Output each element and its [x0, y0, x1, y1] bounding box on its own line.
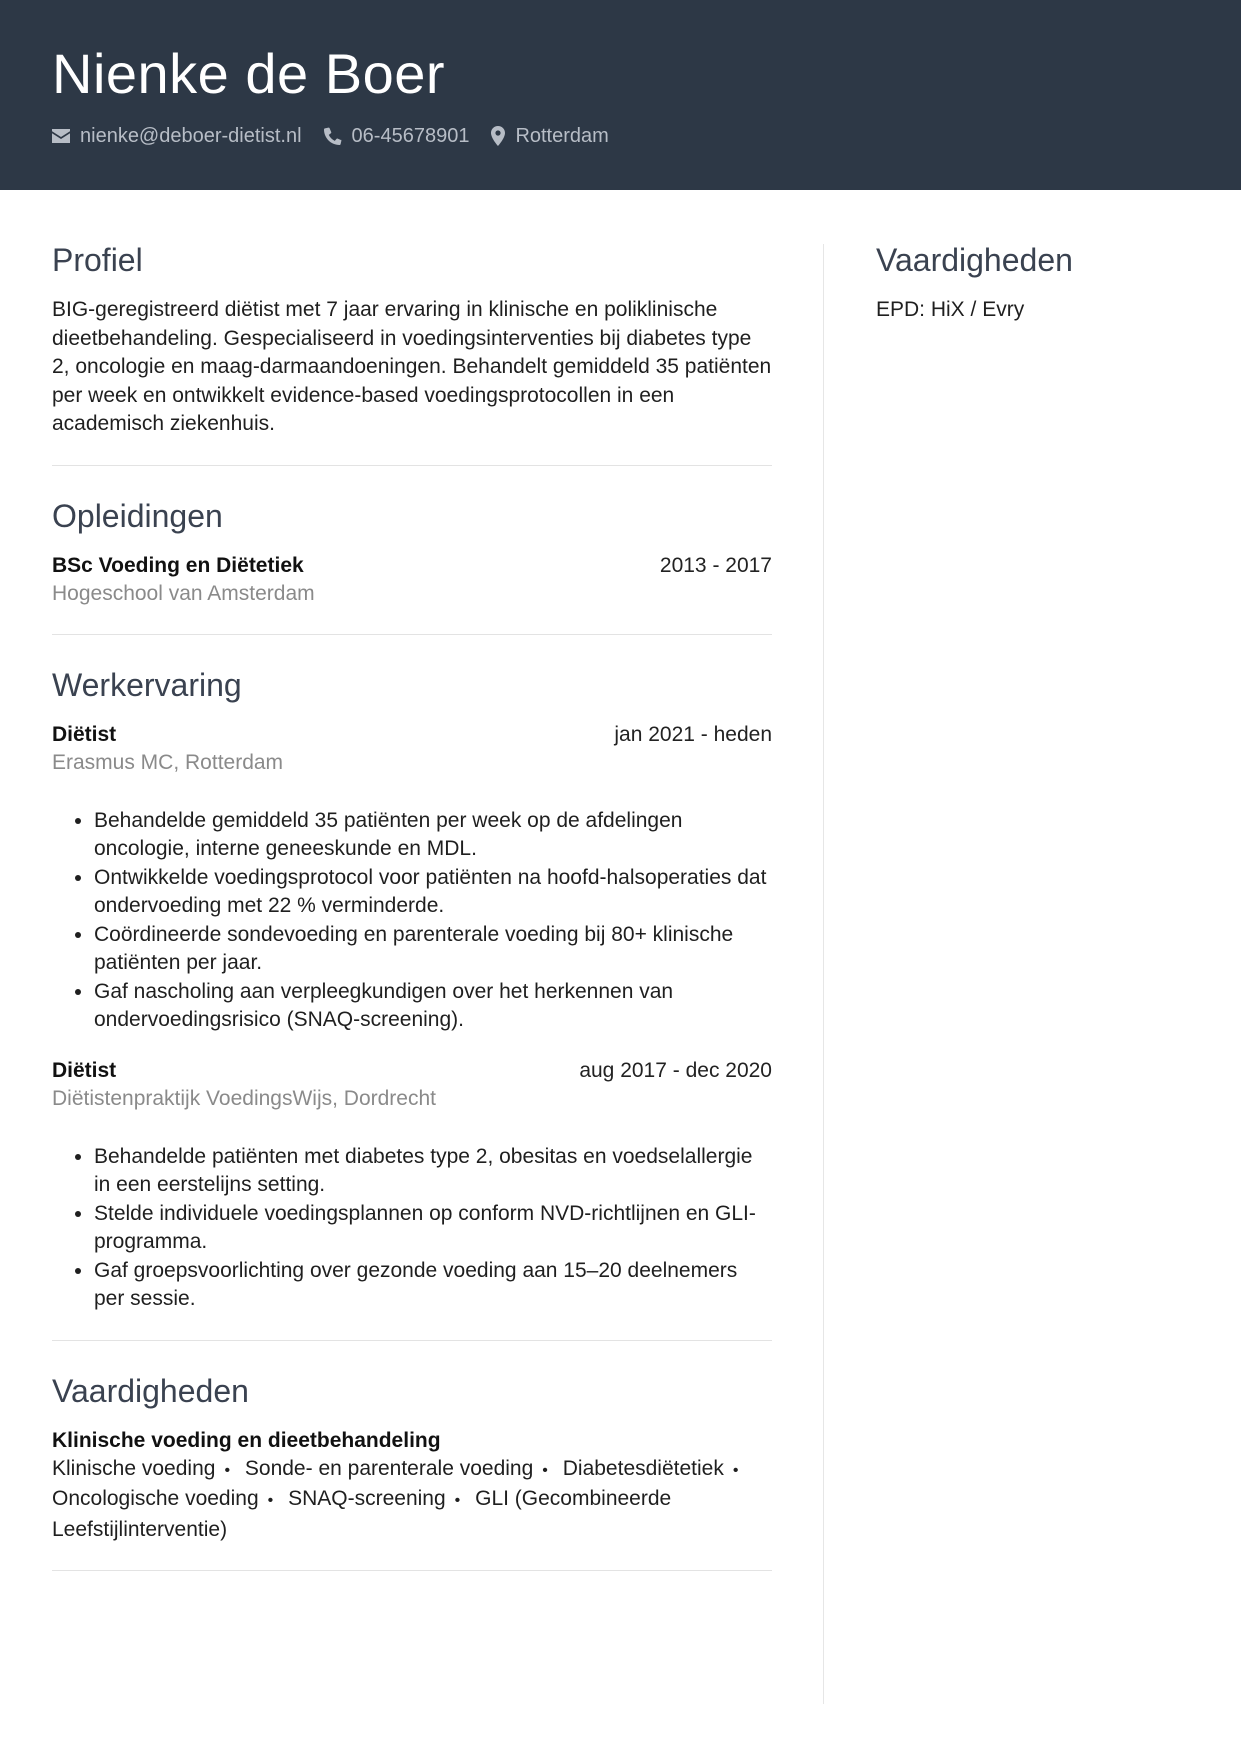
profile-heading: Profiel	[52, 242, 143, 278]
experience-entry	[52, 721, 772, 1035]
sidebar-skills-text: EPD: HiX / Evry	[876, 298, 1025, 321]
skill-item: Klinische voeding	[52, 1456, 216, 1480]
education-entry	[52, 552, 772, 608]
column-divider	[823, 244, 824, 1704]
job-dates: aug 2017 - dec 2020	[579, 1058, 772, 1082]
job-bullet: • Stelde individuele voedingsplannen op conform NVD-richtlijnen en GLI-programma.	[94, 1200, 772, 1257]
job-bullet: • Behandelde gemiddeld 35 patiënten per week op de afdelingen oncologie, interne geneeskunde en MDL.	[94, 807, 772, 864]
contact-location	[491, 125, 608, 148]
job-bullet: • Gaf groepsvoorlichting over gezonde voeding aan 15–20 deelnemers per sessie.	[94, 1257, 772, 1314]
candidate-name: Nienke de Boer	[52, 42, 446, 105]
contact-phone	[324, 125, 470, 148]
skill-item: Sonde- en parenterale voeding	[244, 1456, 534, 1480]
education-dates: 2013 - 2017	[659, 553, 772, 577]
profile-summary: BIG-geregistreerd diëtist met 7 jaar ervaring in klinische en poliklinische dieetbehandeling. Gespecialiseerd in voedingsinterventies bij diabetes type 2, oncologie en maag-darmaandoeningen. Behandelt gemiddeld 35 patiënten per week en ontwikkelt evidence-based voedingsprotocollen in een academisch ziekenhuis.	[52, 298, 772, 435]
resume-header	[0, 0, 1241, 190]
contact-row	[52, 122, 609, 150]
phone-text: 06-45678901	[351, 124, 470, 147]
main-column	[52, 238, 772, 1599]
employer-name: Diëtistenpraktijk VoedingsWijs, Dordrecht	[52, 1086, 436, 1110]
phone-icon	[324, 127, 342, 145]
education-heading: Opleidingen	[52, 497, 223, 534]
location-text: Rotterdam	[515, 124, 609, 147]
profile-section	[52, 238, 772, 466]
experience-section	[52, 663, 772, 1341]
job-bullet: • Gaf nascholing aan verpleegkundigen over het herkennen van ondervoedingsrisico (SNAQ-screening).	[94, 978, 772, 1035]
skill-separator: •	[454, 1492, 461, 1509]
skill-item: Diabetesdiëtetiek	[562, 1456, 724, 1480]
job-title: Diëtist	[52, 1058, 117, 1082]
skill-separator: •	[542, 1461, 548, 1479]
skill-separator: •	[267, 1492, 274, 1509]
employer-name: Erasmus MC, Rotterdam	[52, 750, 284, 774]
envelope-icon	[52, 129, 70, 143]
skill-list	[52, 1455, 772, 1545]
experience-heading: Werkervaring	[52, 666, 242, 703]
skill-item: SNAQ-screening	[288, 1487, 446, 1510]
skill-separator: •	[732, 1461, 739, 1479]
skills-heading: Vaardigheden	[52, 1372, 249, 1409]
job-bullet: • Ontwikkelde voedingsprotocol voor patiënten na hoofd-halsoperaties dat ondervoeding met 22 % verminderde.	[94, 864, 772, 921]
school-name: Hogeschool van Amsterdam	[52, 581, 315, 605]
skill-item: GLI (Gecombineerde Leefstijlinterventie)	[52, 1487, 672, 1541]
sidebar-skills-heading: Vaardigheden	[876, 242, 1073, 278]
job-bullets	[52, 807, 772, 1035]
degree-title: BSc Voeding en Diëtetiek	[52, 553, 304, 577]
skills-section	[52, 1369, 772, 1572]
education-section	[52, 494, 772, 635]
job-dates: jan 2021 - heden	[614, 722, 772, 746]
contact-email	[52, 125, 302, 148]
skill-group-title: Klinische voeding en dieetbehandeling	[52, 1428, 441, 1452]
job-bullet: • Coördineerde sondevoeding en parenterale voeding bij 80+ klinische patiënten per jaar.	[94, 921, 772, 978]
map-pin-icon	[491, 126, 505, 146]
email-text: nienke@deboer-dietist.nl	[80, 124, 302, 147]
job-title: Diëtist	[52, 722, 117, 746]
job-bullets	[52, 1143, 772, 1314]
skill-item: Oncologische voeding	[52, 1487, 259, 1510]
job-bullet: • Behandelde patiënten met diabetes type 2, obesitas en voedselallergie in een eerstelijns setting.	[94, 1143, 772, 1200]
skill-separator: •	[224, 1461, 231, 1479]
sidebar-column	[876, 238, 1196, 324]
experience-entry	[52, 1057, 772, 1314]
